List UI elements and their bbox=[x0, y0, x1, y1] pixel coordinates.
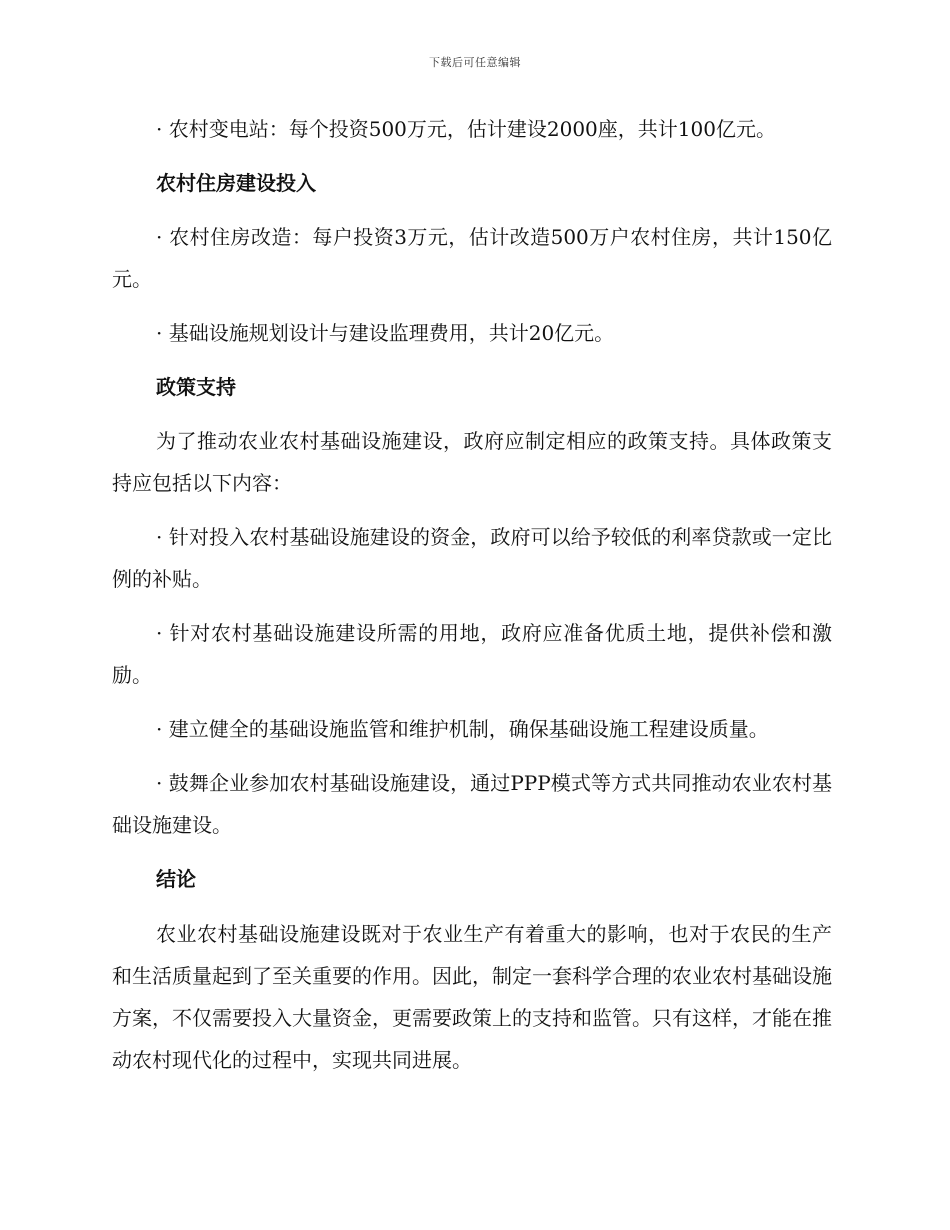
heading-policy-support: 政策支持 bbox=[156, 375, 236, 399]
paragraph-policy-funding: · 针对投入农村基础设施建设的资金，政府可以给予较低的利率贷款或一定比例的补贴。 bbox=[112, 525, 832, 591]
paragraph-policy-ppp: · 鼓舞企业参加农村基础设施建设，通过PPP模式等方式共同推动农业农村基础设施建设。 bbox=[112, 771, 832, 837]
paragraph-policy-land: · 针对农村基础设施建设所需的用地，政府应准备优质土地，提供补偿和激励。 bbox=[112, 621, 832, 687]
paragraph-policy-supervision: · 建立健全的基础设施监管和维护机制，确保基础设施工程建设质量。 bbox=[156, 717, 769, 741]
heading-conclusion: 结论 bbox=[156, 867, 196, 891]
paragraph-substation: · 农村变电站：每个投资500万元，估计建设2000座，共计100亿元。 bbox=[156, 117, 776, 141]
document-body bbox=[112, 108, 832, 1081]
heading-housing-investment: 农村住房建设投入 bbox=[156, 171, 316, 195]
paragraph-policy-intro: 为了推动农业农村基础设施建设，政府应制定相应的政策支持。具体政策支持应包括以下内容： bbox=[112, 429, 832, 495]
paragraph-housing-renovation: · 农村住房改造：每户投资3万元，估计改造500万户农村住房，共计150亿元。 bbox=[112, 225, 832, 291]
page-header-note: 下载后可任意编辑 bbox=[429, 56, 521, 69]
paragraph-conclusion: 农业农村基础设施建设既对于农业生产有着重大的影响，也对于农民的生产和生活质量起到了至关重要的作用。因此，制定一套科学合理的农业农村基础设施方案，不仅需要投入大量资金，更需要政策上的支持和监管。只有这样，才能在推动农村现代化的过程中，实现共同进展。 bbox=[112, 922, 832, 1072]
paragraph-planning-fees: · 基础设施规划设计与建设监理费用，共计20亿元。 bbox=[156, 321, 615, 345]
